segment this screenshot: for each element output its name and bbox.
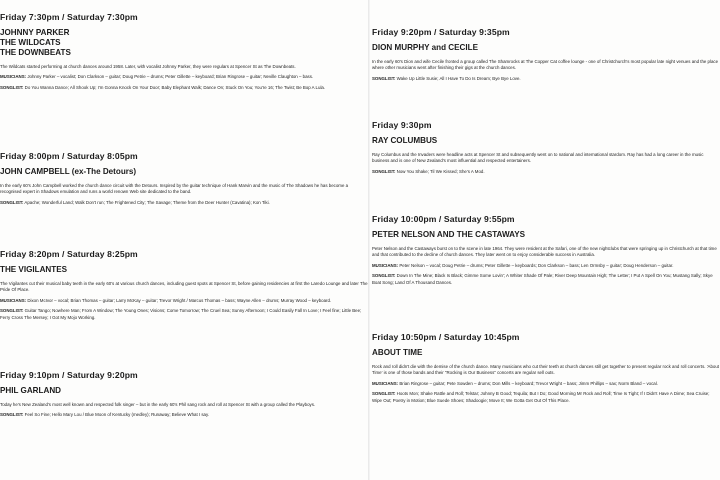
act-time: Friday 7:30pm / Saturday 7:30pm xyxy=(0,12,138,22)
act-title: THE DOWNBEATS xyxy=(0,48,71,57)
act-peter-nelson xyxy=(372,214,720,290)
act-title: ABOUT TIME xyxy=(372,348,423,357)
act-description: The Wildcats started performing at church dances around 1958. Later, with vocalist Johnny Parker, they were regulars at Spencer St as The Downbeats. xyxy=(0,64,296,69)
act-description: Peter Nelson and the Castaways burst on to the scene in late 1964. They were resident at the Safari, one of the new nightclubs that were springing up in Christchurch at that time and that contributed to the decline of church dances. They later went on to enjoy considerable success in Australia. xyxy=(372,246,717,258)
musicians-text: Brian Ringrose – guitar; Pete Sowden – drums; Don Mills – keyboard; Trevor Wright – bass; Jimm Phillips – sax; Norm Bland – vocal. xyxy=(399,380,658,386)
musicians-label: MUSICIANS: xyxy=(372,262,399,268)
act-title: RAY COLUMBUS xyxy=(372,136,438,145)
act-title: THE WILDCATS xyxy=(0,38,61,47)
act-time: Friday 9:30pm xyxy=(372,120,432,130)
songlist-label: SONGLIST: xyxy=(0,412,24,418)
act-title: DION MURPHY and CECILE xyxy=(372,43,478,52)
act-musicians xyxy=(372,263,720,269)
act-about-time xyxy=(372,332,720,408)
songlist-label: SONGLIST: xyxy=(0,84,24,90)
act-songlist xyxy=(0,85,368,91)
act-songlist xyxy=(372,76,720,82)
songlist-label: SONGLIST: xyxy=(372,273,396,279)
act-title: JOHNNY PARKER xyxy=(0,28,70,37)
act-songlist xyxy=(0,308,368,321)
songlist-text: Apache; Wonderful Land; Walk Don't run; The Frightened City; The Savage; Theme from the Deer Hunter (Cavatina); Kon Tiki. xyxy=(24,199,270,205)
musicians-label: MUSICIANS: xyxy=(0,74,27,80)
act-phil-garland xyxy=(0,370,368,423)
act-songlist xyxy=(0,412,368,418)
act-time: Friday 9:20pm / Saturday 9:35pm xyxy=(372,27,510,37)
act-title: JOHN CAMPBELL (ex-The Detours) xyxy=(0,167,137,176)
musicians-label: MUSICIANS: xyxy=(0,297,27,303)
songlist-text: Feel So Fine; Hello Mary Lou / Blue Moon of Kentucky (medley); Runaway; Believe What I say. xyxy=(24,412,210,418)
musicians-text: Johnny Parker – vocalist; Don Clarkson – guitar; Doug Petrie – drums; Peter Gillette – keyboard; Brian Ringrose – guitar; Neville Claughton – bass. xyxy=(27,74,314,80)
songlist-label: SONGLIST: xyxy=(0,308,24,314)
act-dion-murphy xyxy=(372,27,720,86)
act-songlist xyxy=(372,273,720,286)
act-time: Friday 8:20pm / Saturday 8:25pm xyxy=(0,249,138,259)
act-songlist xyxy=(0,200,368,206)
act-time: Friday 10:00pm / Saturday 9:55pm xyxy=(372,214,515,224)
act-description: Today he's New Zealand's most well known and respected folk singer – but in the early 60's Phil sang rock and roll at Spencer St with a group called the Playboys. xyxy=(0,402,316,407)
act-time: Friday 8:00pm / Saturday 8:05pm xyxy=(0,151,138,161)
act-description: The Vigilantes cut their musical baby teeth in the early 60's at various church dances, including guest spots at Spencer St, before gaining residencies at first the Laredo Lounge and later The Pride Of Place. xyxy=(0,281,368,293)
songlist-text: Wake Up Little Susie; All I Have To Do Is Dream; Bye Bye Love. xyxy=(396,75,521,81)
songlist-label: SONGLIST: xyxy=(0,199,24,205)
musicians-text: Peter Nelson – vocal; Doug Petrie – drums; Peter Gillette – keyboards; Don Clarkson – bass; Len Ormsby – guitar; Doug Henderson – guitar. xyxy=(399,262,674,268)
songlist-text: Down In The Mine; Black Is Black; Gimme Some Lovin'; A Whiter Shade Of Pale; River Deep Mountain High; The Letter; I Put A Spell On You; Mustang Sally; Skye Boat Song; Land Of A Thousand Dances. xyxy=(372,273,713,285)
act-time: Friday 9:10pm / Saturday 9:20pm xyxy=(0,370,138,380)
act-description: Rock and roll didn't die with the demise of the church dance. Many musicians who cut their teeth at church dances still get together to present regular rock and roll concerts. 'About Time' is one of those bands and their "Rocking is Our Business" concerts are regular sell outs. xyxy=(372,364,720,376)
songlist-label: SONGLIST: xyxy=(372,75,396,81)
page-fold xyxy=(368,0,370,480)
act-john-campbell xyxy=(0,151,368,210)
songlist-label: SONGLIST: xyxy=(372,391,396,397)
act-musicians xyxy=(0,298,368,304)
songlist-label: SONGLIST: xyxy=(372,168,396,174)
act-songlist xyxy=(372,169,720,175)
act-description: Ray Columbus and the Invaders were headline acts at Spencer St and subsequently went on to national and international stardom. Ray has had a long career in the music business and is one of New Zealand's most influential and respected entertainers. xyxy=(372,152,704,164)
songlist-text: Now You Shake; Til We Kissed; She's A Mod. xyxy=(396,168,485,174)
act-songlist xyxy=(372,391,720,404)
act-johnny-parker xyxy=(0,12,368,95)
act-musicians xyxy=(372,381,720,387)
songlist-text: Hoots Mon; Shake Rattle and Roll; Telstar; Johnny B Good; Tequila; But I Do; Good Morning Mr Rock and Roll; Time Is Tight; If I Didn't Have A Dime; Sea Cruise; Wipe Out; Poetry in Motion; Blue Suede Shoes; Shadoogie; Move It; We Gotta Get Out Of This Place. xyxy=(372,391,710,403)
act-musicians xyxy=(0,74,368,80)
musicians-text: Dixon McIvor – vocal; Brian Thomas – guitar; Larry McKay – guitar; Trevor Wright / Marcus Thomas – bass; Wayne Allen – drums; Murray Wood – keyboard. xyxy=(27,297,332,303)
act-description: In the early 60's John Campbell worked the church dance circuit with the Detours. Inspired by the guitar technique of Hank Marvin and the music of The Shadows he has become a recognised expert in Shadows emulation and runs a world renown Web site dedicated to the band. xyxy=(0,183,349,195)
songlist-text: Guitar Tango; Nowhere Man; From A Window; The Young Ones; Visions; Come Tomorrow; The Cruel Sea; Sunny Afternoon; I Could Easily Fall In Love; I Feel fine; Little Bee; Ferry Cross The Mersey; I Got My Mojo Working. xyxy=(0,308,362,320)
act-description: In the early 60's Dion and wife Cecile fronted a group called The Shamrocks at The Copper Cat coffee lounge - one of Christchurch's most popular late night venues and the place where other musicians went after finishing their gigs at the church dances. xyxy=(372,59,719,71)
act-title: PETER NELSON AND THE CASTAWAYS xyxy=(372,230,526,239)
act-vigilantes xyxy=(0,249,368,325)
songlist-text: Do You Wanna Dance; All Shook Up; I'm Gonna Knock On Your Door; Baby Elephant Walk; Dance On; Stuck On You; You're 16; The Twist; Be Bop A Lula. xyxy=(24,84,326,90)
act-time: Friday 10:50pm / Saturday 10:45pm xyxy=(372,332,520,342)
act-ray-columbus xyxy=(372,120,720,179)
act-title: THE VIGILANTES xyxy=(0,265,68,274)
act-title: PHIL GARLAND xyxy=(0,386,62,395)
musicians-label: MUSICIANS: xyxy=(372,380,399,386)
